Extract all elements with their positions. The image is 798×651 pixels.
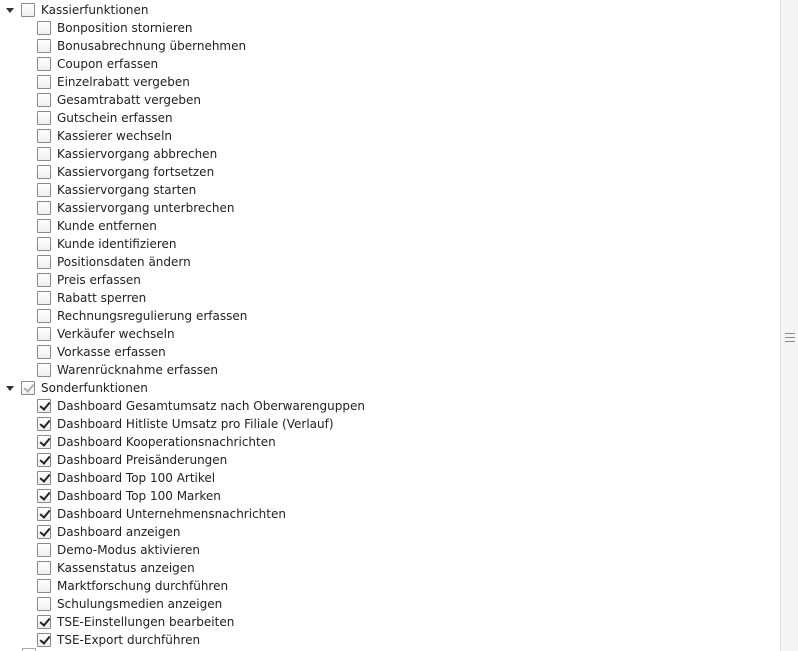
tree-item[interactable] — [37, 163, 214, 181]
tree-item[interactable] — [37, 91, 201, 109]
tree-item[interactable] — [37, 235, 177, 253]
item-checkbox[interactable] — [37, 327, 51, 341]
item-label: TSE-Export durchführen — [57, 633, 201, 647]
tree-item[interactable] — [37, 145, 217, 163]
item-checkbox[interactable] — [37, 165, 51, 179]
item-label: Dashboard Top 100 Artikel — [57, 471, 216, 485]
item-label: Dashboard Preisänderungen — [57, 453, 228, 467]
item-label: Gesamtrabatt vergeben — [57, 93, 201, 107]
item-label: Kassierer wechseln — [57, 129, 173, 143]
item-label: Schulungsmedien anzeigen — [57, 597, 223, 611]
item-label: Warenrücknahme erfassen — [57, 363, 219, 377]
item-label: Gutschein erfassen — [57, 111, 173, 125]
tree-item[interactable] — [37, 73, 190, 91]
tree-item[interactable] — [37, 19, 193, 37]
item-label: Dashboard Kooperationsnachrichten — [57, 435, 276, 449]
item-checkbox[interactable] — [37, 399, 51, 413]
group-label: Kassierfunktionen — [41, 3, 149, 17]
item-checkbox[interactable] — [37, 147, 51, 161]
tree-item[interactable] — [37, 577, 228, 595]
item-checkbox[interactable] — [37, 75, 51, 89]
tree-item[interactable] — [37, 55, 158, 73]
tree-item[interactable] — [37, 109, 173, 127]
tree-item[interactable] — [37, 541, 200, 559]
item-label: Coupon erfassen — [57, 57, 159, 71]
item-label: Kunde entfernen — [57, 219, 157, 233]
tree-item[interactable] — [37, 397, 365, 415]
item-label: Preis erfassen — [57, 273, 141, 287]
item-checkbox[interactable] — [37, 435, 51, 449]
item-checkbox[interactable] — [37, 633, 51, 647]
tree-item[interactable] — [37, 325, 175, 343]
vertical-scrollbar[interactable] — [780, 0, 798, 651]
item-checkbox[interactable] — [37, 111, 51, 125]
group-checkbox[interactable] — [21, 381, 35, 395]
item-checkbox[interactable] — [37, 345, 51, 359]
item-checkbox[interactable] — [37, 489, 51, 503]
tree-item[interactable] — [37, 451, 227, 469]
item-label: Marktforschung durchführen — [57, 579, 229, 593]
tree-item[interactable] — [37, 487, 221, 505]
item-label: Demo-Modus aktivieren — [57, 543, 201, 557]
item-label: Dashboard anzeigen — [57, 525, 181, 539]
tree-item[interactable] — [37, 595, 222, 613]
tree-item[interactable] — [37, 469, 215, 487]
item-checkbox[interactable] — [37, 507, 51, 521]
item-label: Kassenstatus anzeigen — [57, 561, 195, 575]
item-label: Kassiervorgang unterbrechen — [57, 201, 235, 215]
item-checkbox[interactable] — [37, 39, 51, 53]
item-checkbox[interactable] — [37, 21, 51, 35]
item-label: Dashboard Unternehmensnachrichten — [57, 507, 286, 521]
tree-item[interactable] — [37, 127, 172, 145]
tree-group-1[interactable] — [6, 379, 148, 397]
item-checkbox[interactable] — [37, 561, 51, 575]
group-label: Sonderfunktionen — [41, 381, 148, 395]
item-checkbox[interactable] — [37, 417, 51, 431]
item-label: Dashboard Top 100 Marken — [57, 489, 221, 503]
tree-group-0[interactable] — [6, 1, 149, 19]
item-checkbox[interactable] — [37, 597, 51, 611]
item-label: Positionsdaten ändern — [57, 255, 191, 269]
tree-item[interactable] — [37, 217, 157, 235]
tree-item[interactable] — [37, 199, 234, 217]
item-checkbox[interactable] — [37, 363, 51, 377]
item-checkbox[interactable] — [37, 543, 51, 557]
tree-item[interactable] — [37, 415, 334, 433]
item-label: Kunde identifizieren — [57, 237, 177, 251]
tree-item[interactable] — [37, 181, 196, 199]
item-checkbox[interactable] — [37, 291, 51, 305]
item-checkbox[interactable] — [37, 237, 51, 251]
item-checkbox[interactable] — [37, 471, 51, 485]
tree-item[interactable] — [37, 343, 166, 361]
expand-arrow-icon[interactable] — [6, 8, 14, 13]
expand-arrow-icon[interactable] — [6, 386, 14, 391]
item-label: Rabatt sperren — [57, 291, 147, 305]
item-label: Dashboard Hitliste Umsatz pro Filiale (Verlauf) — [57, 417, 334, 431]
item-label: Bonposition stornieren — [57, 21, 193, 35]
tree-item[interactable] — [37, 289, 146, 307]
tree-item[interactable] — [37, 433, 276, 451]
tree-item[interactable] — [37, 559, 195, 577]
tree-item[interactable] — [37, 361, 218, 379]
tree-item[interactable] — [37, 37, 246, 55]
item-checkbox[interactable] — [37, 255, 51, 269]
item-checkbox[interactable] — [37, 579, 51, 593]
tree-item[interactable] — [37, 505, 286, 523]
item-checkbox[interactable] — [37, 93, 51, 107]
item-label: Einzelrabatt vergeben — [57, 75, 190, 89]
item-checkbox[interactable] — [37, 183, 51, 197]
item-checkbox[interactable] — [37, 273, 51, 287]
item-checkbox[interactable] — [37, 57, 51, 71]
item-label: Vorkasse erfassen — [57, 345, 166, 359]
tree-item[interactable] — [37, 523, 181, 541]
item-label: TSE-Einstellungen bearbeiten — [57, 615, 235, 629]
tree-item[interactable] — [37, 271, 141, 289]
item-checkbox[interactable] — [37, 615, 51, 629]
tree-item[interactable] — [37, 307, 247, 325]
group-checkbox[interactable] — [21, 3, 35, 17]
item-label: Rechnungsregulierung erfassen — [57, 309, 248, 323]
item-checkbox[interactable] — [37, 129, 51, 143]
item-checkbox[interactable] — [37, 219, 51, 233]
item-label: Dashboard Gesamtumsatz nach Oberwarenguppen — [57, 399, 365, 413]
item-label: Kassiervorgang fortsetzen — [57, 165, 215, 179]
scroll-grip-icon[interactable] — [785, 333, 795, 342]
item-label: Kassiervorgang starten — [57, 183, 197, 197]
item-checkbox[interactable] — [37, 525, 51, 539]
item-checkbox[interactable] — [37, 453, 51, 467]
item-label: Kassiervorgang abbrechen — [57, 147, 218, 161]
item-label: Bonusabrechnung übernehmen — [57, 39, 247, 53]
item-label: Verkäufer wechseln — [57, 327, 175, 341]
item-checkbox[interactable] — [37, 201, 51, 215]
tree-item[interactable] — [37, 253, 191, 271]
item-checkbox[interactable] — [37, 309, 51, 323]
tree-item[interactable] — [37, 631, 200, 649]
tree-item[interactable] — [37, 613, 234, 631]
